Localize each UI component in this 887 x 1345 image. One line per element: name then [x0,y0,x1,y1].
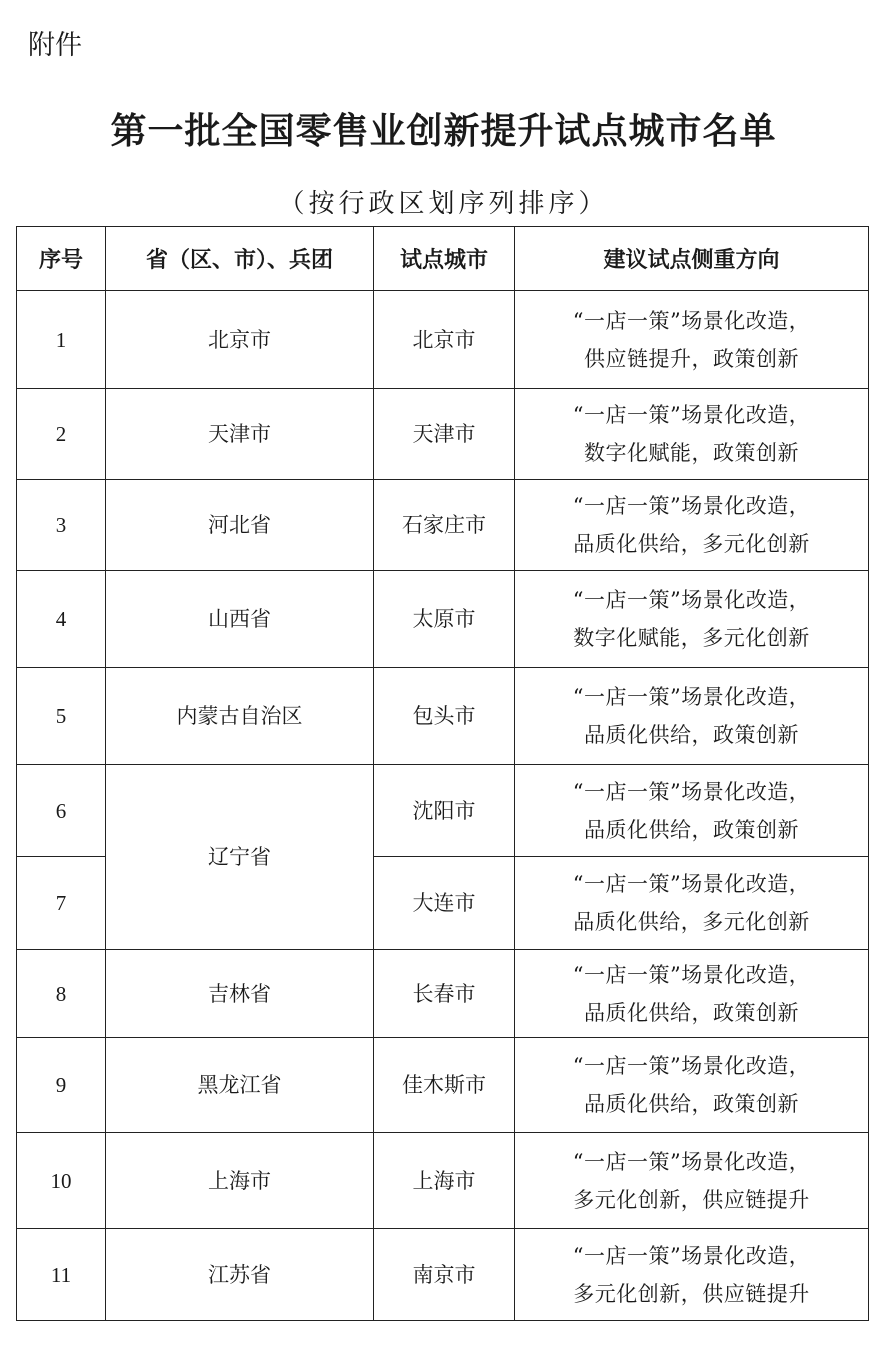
direction-line: “一店一策”场景化改造， [572,685,811,709]
row-number: 11 [17,1229,106,1321]
row-province: 北京市 [106,291,374,389]
direction-line: 品质化供给，多元化创新 [573,532,810,556]
direction-line: 品质化供给，政策创新 [584,1000,799,1025]
row-province: 天津市 [106,389,374,480]
row-number: 10 [17,1133,106,1229]
row-direction [515,668,869,765]
direction-line: “一店一策”场景化改造， [572,588,811,612]
row-city: 太原市 [374,571,515,668]
row-direction [515,1038,869,1133]
row-direction [515,765,869,857]
direction-line: “一店一策”场景化改造， [572,779,811,804]
row-city: 佳木斯市 [374,1038,515,1133]
table-row [17,668,869,765]
table-row [17,1038,869,1133]
direction-line: 数字化赋能，多元化创新 [573,626,810,650]
table-header-row [17,227,869,291]
row-number: 8 [17,950,106,1038]
row-direction [515,389,869,480]
row-province: 内蒙古自治区 [106,668,374,765]
table-row [17,480,869,571]
row-city: 沈阳市 [374,765,515,857]
row-province: 上海市 [106,1133,374,1229]
header-direction: 建议试点侧重方向 [515,227,869,291]
direction-line: “一店一策”场景化改造， [572,308,811,333]
direction-line: “一店一策”场景化改造， [572,494,811,518]
row-city: 北京市 [374,291,515,389]
row-number: 1 [17,291,106,389]
row-number: 5 [17,668,106,765]
table-row [17,1229,869,1321]
row-city: 石家庄市 [374,480,515,571]
row-direction [515,291,869,389]
direction-line: 品质化供给，政策创新 [584,723,799,747]
direction-line: 品质化供给，多元化创新 [573,910,810,934]
document-subtitle: （按行政区划序列排序） [278,189,609,219]
table-row [17,950,869,1038]
row-province: 黑龙江省 [106,1038,374,1133]
direction-line: “一店一策”场景化改造， [572,1149,811,1174]
table-row [17,291,869,389]
header-province: 省（区、市）、兵团 [106,227,374,291]
row-direction [515,1229,869,1321]
header-number: 序号 [17,227,106,291]
direction-line: 品质化供给，政策创新 [584,817,799,842]
table-row [17,571,869,668]
row-city: 天津市 [374,389,515,480]
direction-line: 品质化供给，政策创新 [584,1092,799,1116]
direction-line: “一店一策”场景化改造， [572,1054,811,1078]
direction-line: 多元化创新，供应链提升 [573,1281,810,1306]
annex-label: 附件 [28,30,82,61]
row-city: 南京市 [374,1229,515,1321]
table-row [17,1133,869,1229]
row-number: 2 [17,389,106,480]
row-province: 河北省 [106,480,374,571]
row-province: 吉林省 [106,950,374,1038]
row-direction [515,857,869,950]
row-city: 长春市 [374,950,515,1038]
row-direction [515,571,869,668]
direction-line: “一店一策”场景化改造， [572,962,811,987]
direction-line: 多元化创新，供应链提升 [573,1187,810,1212]
direction-line: “一店一策”场景化改造， [572,872,811,896]
row-city: 包头市 [374,668,515,765]
row-direction [515,1133,869,1229]
direction-line: “一店一策”场景化改造， [572,403,811,427]
table-row [17,389,869,480]
row-city: 大连市 [374,857,515,950]
row-number: 7 [17,857,106,950]
direction-line: “一店一策”场景化改造， [572,1243,811,1268]
row-number: 4 [17,571,106,668]
row-direction [515,480,869,571]
direction-line: 数字化赋能，政策创新 [584,441,799,465]
pilot-city-table [16,226,869,1321]
row-city: 上海市 [374,1133,515,1229]
row-number: 9 [17,1038,106,1133]
table-row [17,765,869,857]
row-province: 江苏省 [106,1229,374,1321]
row-province: 山西省 [106,571,374,668]
row-province: 辽宁省 [106,765,374,950]
header-city: 试点城市 [374,227,515,291]
document-title: 第一批全国零售业创新提升试点城市名单 [110,110,777,152]
row-number: 3 [17,480,106,571]
row-number: 6 [17,765,106,857]
row-direction [515,950,869,1038]
direction-line: 供应链提升，政策创新 [584,346,799,371]
